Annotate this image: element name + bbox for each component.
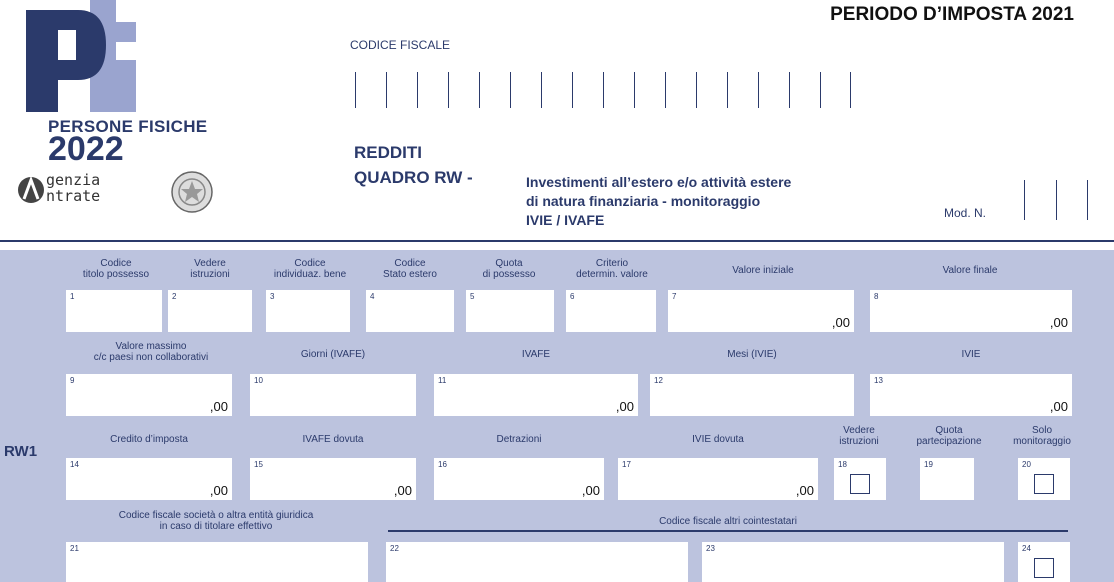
agenzia-entrate-logo (16, 172, 100, 204)
label-codice-fiscale-societa: Codice fiscale società o altra entità giuridica in caso di titolare effettivo (118, 510, 314, 532)
field-number: 13 (874, 376, 883, 385)
label-detrazioni: Detrazioni (496, 434, 542, 445)
field-24-checkbox[interactable] (1034, 558, 1054, 578)
label-codice-titolo-possesso: Codice titolo possesso (82, 258, 150, 280)
label-codice-individuaz-bene: Codice individuaz. bene (273, 258, 347, 280)
label-valore-finale: Valore finale (942, 265, 998, 276)
cf-char-cell[interactable] (820, 72, 851, 108)
field-number: 9 (70, 376, 75, 385)
field-number: 12 (654, 376, 663, 385)
label-codice-stato-estero: Codice Stato estero (383, 258, 437, 280)
codice-fiscale-label: CODICE FISCALE (350, 38, 451, 52)
cents-suffix: ,00 (1049, 399, 1068, 414)
field-20-checkbox[interactable] (1034, 474, 1054, 494)
field-2-vedere-istruzioni[interactable] (168, 290, 252, 332)
label-credito-imposta: Credito d’imposta (110, 434, 188, 445)
field-number: 23 (706, 544, 715, 553)
label-solo-monitoraggio: Solo monitoraggio (1013, 425, 1071, 447)
field-20-solo-monitoraggio[interactable] (1018, 458, 1070, 500)
label-codice-fiscale-cointestatari: Codice fiscale altri cointestatari (659, 516, 797, 527)
field-number: 24 (1022, 544, 1031, 553)
description-line-3: IVIE / IVAFE (526, 212, 605, 228)
logo-year: 2022 (48, 130, 124, 168)
field-number: 16 (438, 460, 447, 469)
description-line-2: di natura finanziaria - monitoraggio (526, 193, 761, 209)
field-number: 18 (838, 460, 847, 469)
cf-char-cell[interactable] (603, 72, 634, 108)
cf-char-cell[interactable] (634, 72, 665, 108)
cointestatari-divider (388, 530, 1068, 532)
quadro-description (526, 173, 791, 230)
field-11-ivafe[interactable] (434, 374, 638, 416)
mod-n-field[interactable] (1024, 180, 1088, 220)
cf-char-cell[interactable] (541, 72, 572, 108)
redditi-heading: REDDITI (354, 143, 422, 162)
row-label-rw1: RW1 (4, 443, 38, 460)
field-18-vedere-istruzioni[interactable] (834, 458, 886, 500)
label-vedere-istruzioni-18: Vedere istruzioni (839, 425, 879, 447)
field-number: 22 (390, 544, 399, 553)
field-13-ivie[interactable] (870, 374, 1072, 416)
label-criterio-determin-valore: Criterio determin. valore (576, 258, 648, 280)
field-18-checkbox[interactable] (850, 474, 870, 494)
field-5-quota-possesso[interactable] (466, 290, 554, 332)
field-number: 7 (672, 292, 677, 301)
field-number: 2 (172, 292, 177, 301)
field-14-credito-imposta[interactable] (66, 458, 232, 500)
field-number: 21 (70, 544, 79, 553)
field-number: 14 (70, 460, 79, 469)
mod-n-cell[interactable] (1056, 180, 1088, 220)
label-ivafe-dovuta: IVAFE dovuta (302, 434, 364, 445)
cents-suffix: ,00 (1049, 315, 1068, 330)
cf-char-cell[interactable] (696, 72, 727, 108)
logo-subtitle: PERSONE FISICHE (48, 117, 208, 136)
cf-char-cell[interactable] (386, 72, 417, 108)
pf-logo (0, 0, 230, 235)
cf-char-cell[interactable] (448, 72, 479, 108)
mod-n-cell[interactable] (1024, 180, 1056, 220)
cents-suffix: ,00 (795, 483, 814, 498)
cents-suffix: ,00 (831, 315, 850, 330)
field-9-valore-massimo[interactable] (66, 374, 232, 416)
cf-char-cell[interactable] (479, 72, 510, 108)
field-12-mesi-ivie[interactable] (650, 374, 854, 416)
field-15-ivafe-dovuta[interactable] (250, 458, 416, 500)
cf-char-cell[interactable] (758, 72, 789, 108)
field-10-giorni-ivafe[interactable] (250, 374, 416, 416)
label-vedere-istruzioni: Vedere istruzioni (190, 258, 230, 280)
quadro-heading: QUADRO RW - (354, 168, 473, 187)
tax-period-title: PERIODO D’IMPOSTA 2021 (830, 4, 1074, 25)
field-6-criterio[interactable] (566, 290, 656, 332)
field-22-cf-cointestatario[interactable] (386, 542, 688, 582)
label-valore-iniziale: Valore iniziale (732, 265, 794, 276)
cents-suffix: ,00 (209, 483, 228, 498)
label-ivafe: IVAFE (521, 349, 551, 360)
cf-char-cell[interactable] (727, 72, 758, 108)
description-line-1: Investimenti all’estero e/o attività estere (526, 174, 792, 190)
label-quota-di-possesso: Quota di possesso (482, 258, 536, 280)
label-ivie-dovuta: IVIE dovuta (692, 434, 744, 445)
header-separator (0, 240, 1114, 242)
label-giorni-ivafe: Giorni (IVAFE) (300, 349, 366, 360)
codice-fiscale-field[interactable] (355, 72, 851, 108)
field-number: 19 (924, 460, 933, 469)
field-number: 5 (470, 292, 475, 301)
field-4-stato-estero[interactable] (366, 290, 454, 332)
field-number: 8 (874, 292, 879, 301)
field-17-ivie-dovuta[interactable] (618, 458, 818, 500)
field-3-codice-bene[interactable] (266, 290, 350, 332)
field-number: 11 (438, 376, 447, 385)
field-24[interactable] (1018, 542, 1070, 582)
label-quota-partecipazione: Quota partecipazione (916, 425, 982, 447)
cents-suffix: ,00 (581, 483, 600, 498)
field-number: 20 (1022, 460, 1031, 469)
cf-char-cell[interactable] (572, 72, 603, 108)
field-16-detrazioni[interactable] (434, 458, 604, 500)
field-number: 6 (570, 292, 575, 301)
cf-char-cell[interactable] (789, 72, 820, 108)
label-mesi-ivie: Mesi (IVIE) (727, 349, 777, 360)
field-number: 3 (270, 292, 275, 301)
field-19-quota-partecipazione[interactable] (920, 458, 974, 500)
cents-suffix: ,00 (615, 399, 634, 414)
field-1-codice-titolo[interactable] (66, 290, 162, 332)
entrate-text: ntrate (46, 187, 101, 205)
cf-char-cell[interactable] (510, 72, 541, 108)
field-23-cf-cointestatario[interactable] (702, 542, 1004, 582)
field-number: 17 (622, 460, 631, 469)
cf-char-cell[interactable] (417, 72, 448, 108)
field-number: 15 (254, 460, 263, 469)
field-number: 1 (70, 292, 75, 301)
agenzia-text: genzia (46, 171, 101, 189)
agenzia-a-icon (16, 174, 46, 204)
field-7-valore-iniziale[interactable] (668, 290, 854, 332)
cf-char-cell[interactable] (355, 72, 386, 108)
label-valore-massimo: Valore massimo c/c paesi non collaborativi (93, 341, 209, 363)
field-number: 4 (370, 292, 375, 301)
cents-suffix: ,00 (209, 399, 228, 414)
mod-n-label: Mod. N. (944, 206, 987, 220)
cents-suffix: ,00 (393, 483, 412, 498)
republic-emblem-icon (170, 170, 214, 214)
label-ivie: IVIE (961, 349, 981, 360)
field-21-cf-societa[interactable] (66, 542, 368, 582)
field-number: 10 (254, 376, 263, 385)
field-8-valore-finale[interactable] (870, 290, 1072, 332)
cf-char-cell[interactable] (665, 72, 696, 108)
